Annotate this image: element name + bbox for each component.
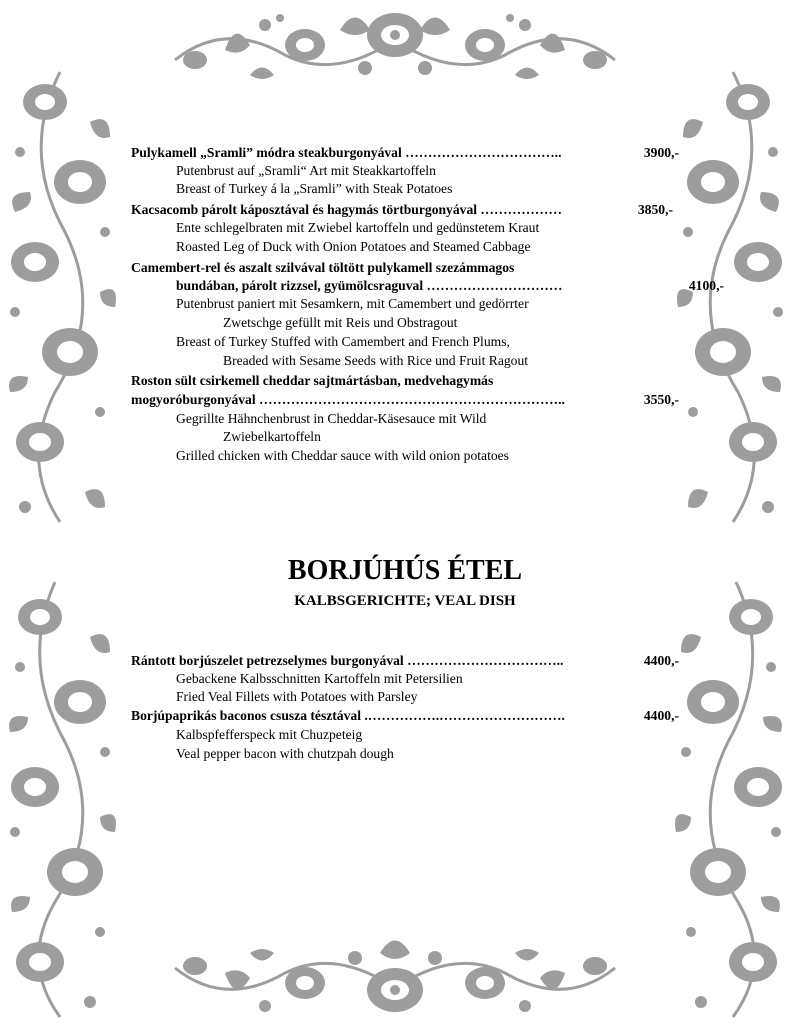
dish-translation-en: Grilled chicken with Cheddar sauce with wild onion potatoes bbox=[176, 448, 509, 463]
dish-price: 3850,- bbox=[637, 202, 673, 217]
floral-ornament-icon bbox=[668, 572, 791, 1024]
dish-price: 4100,- bbox=[688, 278, 724, 293]
dish-translation-de: Kalbspfefferspeck mit Chuzpeteig bbox=[176, 727, 363, 742]
floral-ornament-icon bbox=[0, 62, 125, 530]
floral-border-left-upper bbox=[0, 62, 125, 530]
dish-translation-de-cont: Zwetschge gefüllt mit Reis und Obstragout bbox=[223, 315, 458, 330]
dish-name-line2: mogyoróburgonyával ………………………………………………………….. 3550,- bbox=[131, 392, 679, 407]
dish-name-line1: Camembert-rel és aszalt szilvával töltött pulykamell szezámmagos bbox=[131, 260, 515, 275]
dish-name: Pulykamell „Sramli” módra steakburgonyával …………………………….. 3900,- bbox=[131, 145, 679, 160]
dish-translation-en: Fried Veal Fillets with Potatoes with Parsley bbox=[176, 689, 418, 704]
dish-translation-en: Breast of Turkey Stuffed with Camembert and French Plums, bbox=[176, 334, 510, 349]
floral-ornament-icon bbox=[0, 572, 125, 1024]
dish-price: 4400,- bbox=[643, 708, 679, 723]
dish-name-line2: bundában, párolt rizzsel, gyümölcsraguval ………………………… 4100,- bbox=[176, 278, 724, 293]
floral-border-bottom bbox=[165, 928, 625, 1024]
section-title: BORJÚHÚS ÉTEL bbox=[287, 555, 523, 586]
floral-border-top bbox=[165, 0, 625, 90]
dish-translation-de: Putenbrust paniert mit Sesamkern, mit Camembert und gedörrter bbox=[176, 296, 529, 311]
dish-translation-de: Ente schlegelbraten mit Zwiebel kartoffeln und gedünstetem Kraut bbox=[176, 220, 540, 235]
dish-price: 3900,- bbox=[643, 145, 679, 160]
dish-price: 4400,- bbox=[643, 653, 679, 668]
floral-border-left-lower bbox=[0, 572, 125, 1024]
floral-ornament-icon bbox=[165, 0, 625, 90]
floral-border-right-lower bbox=[668, 572, 791, 1024]
dish-translation-de-cont: Zwiebelkartoffeln bbox=[223, 429, 321, 444]
dish-translation-de: Putenbrust auf „Sramli“ Art mit Steakkartoffeln bbox=[176, 163, 436, 178]
dish-translation-en: Breast of Turkey á la „Sramli” with Steak Potatoes bbox=[176, 181, 453, 196]
dish-name-line1: Roston sült csirkemell cheddar sajtmártásban, medvehagymás bbox=[131, 373, 494, 388]
dish-name: Kacsacomb párolt káposztával és hagymás törtburgonyával ……………… 3850,- bbox=[131, 202, 673, 217]
dish-name: Rántott borjúszelet petrezselymes burgonyával …………………………….. 4400,- bbox=[131, 653, 679, 668]
dish-translation-en: Veal pepper bacon with chutzpah dough bbox=[176, 746, 394, 761]
floral-ornament-icon bbox=[165, 928, 625, 1024]
dish-translation-de: Gegrillte Hähnchenbrust in Cheddar-Käsesauce mit Wild bbox=[176, 411, 487, 426]
dish-name: Borjúpaprikás baconos csusza tésztával .…………….………………………. 4400,- bbox=[131, 708, 679, 723]
dish-price: 3550,- bbox=[643, 392, 679, 407]
dish-translation-en: Roasted Leg of Duck with Onion Potatoes and Steamed Cabbage bbox=[176, 239, 531, 254]
dish-translation-en-cont: Breaded with Sesame Seeds with Rice und Fruit Ragout bbox=[223, 353, 529, 368]
dish-translation-de: Gebackene Kalbsschnitten Kartoffeln mit Petersilien bbox=[176, 671, 463, 686]
section-subtitle: KALBSGERICHTE; VEAL DISH bbox=[294, 593, 516, 609]
